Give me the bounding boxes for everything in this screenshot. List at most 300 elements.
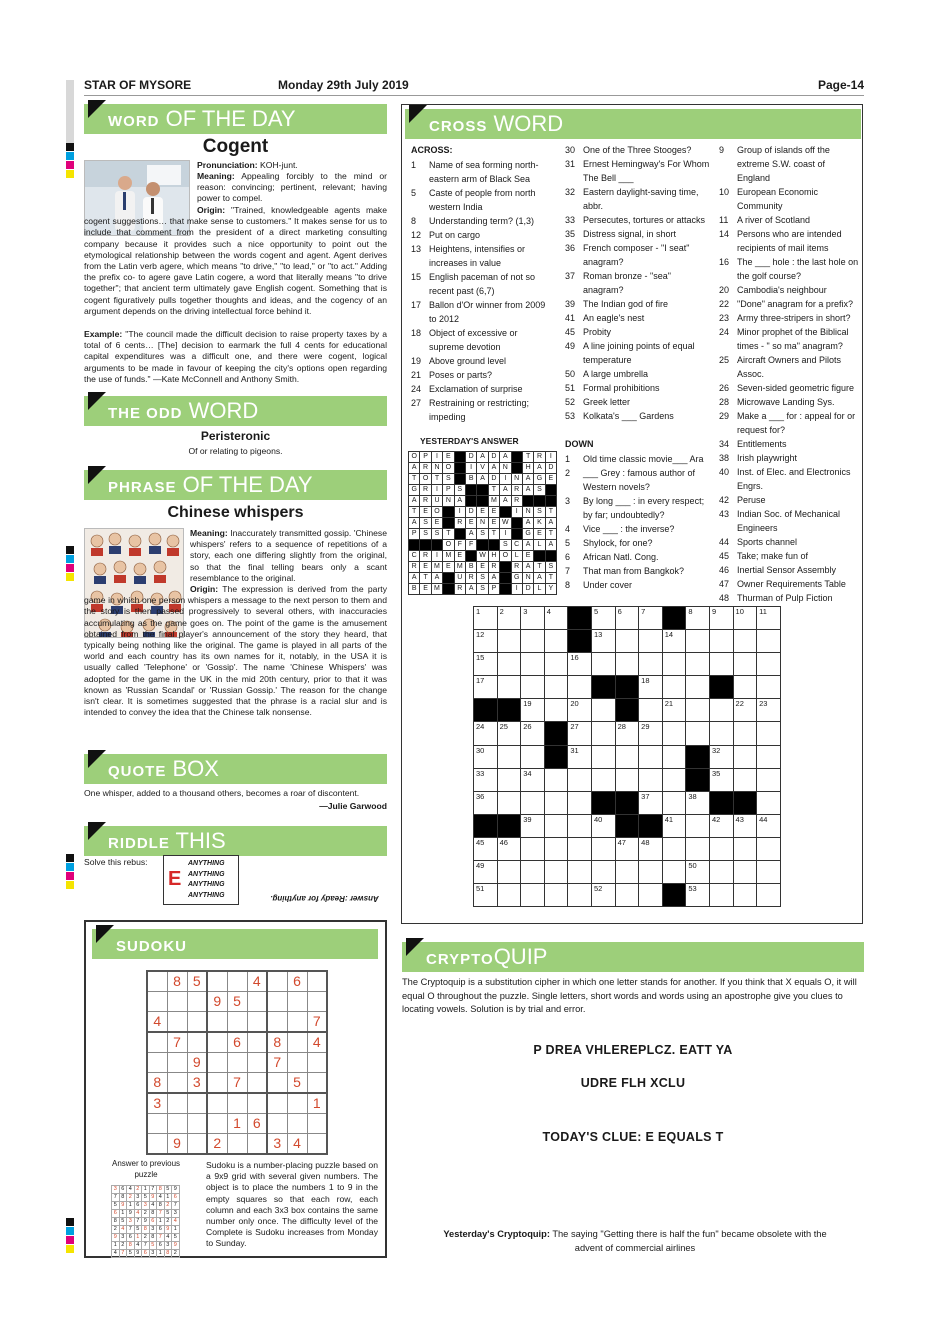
crossword-cell[interactable]: 45 (474, 837, 498, 860)
clue-text: Exclamation of surprise (429, 384, 523, 394)
crossword-cell[interactable] (591, 768, 615, 791)
crossword-cell[interactable] (709, 653, 733, 676)
crossword-cell[interactable] (591, 699, 615, 722)
answer-cell: H (522, 463, 533, 474)
black-square (686, 768, 710, 791)
sudoku-cell[interactable] (147, 971, 167, 992)
crossword-cell[interactable]: 49 (474, 861, 498, 884)
crossword-cell[interactable] (615, 861, 639, 884)
crossword-cell[interactable] (568, 884, 592, 907)
crossword-cell[interactable] (591, 745, 615, 768)
sudoku-cell[interactable]: 8 (147, 1073, 167, 1094)
crossword-cell[interactable] (568, 861, 592, 884)
crossword-cell[interactable]: 53 (686, 884, 710, 907)
crossword-cell[interactable] (709, 699, 733, 722)
crossword-cell[interactable] (686, 722, 710, 745)
sudoku-cell[interactable] (287, 1032, 307, 1053)
riddle-prompt: Solve this rebus: (84, 857, 148, 867)
crossword-cell[interactable] (757, 861, 781, 884)
crossword-cell[interactable]: 30 (474, 745, 498, 768)
crossword-cell[interactable] (757, 884, 781, 907)
sudoku-cell[interactable] (267, 971, 287, 992)
clue-item (411, 396, 553, 424)
across-heading: ACROSS: (411, 145, 453, 155)
answer-cell: W (477, 551, 488, 562)
clue-item (719, 451, 859, 465)
crossword-cell[interactable] (662, 861, 686, 884)
sudoku-cell[interactable]: 8 (167, 971, 187, 992)
sudoku-cell[interactable] (307, 992, 327, 1012)
answer-cell: A (500, 496, 511, 507)
crossword-cell[interactable]: 24 (474, 722, 498, 745)
clue-item (719, 143, 859, 185)
crossword-cell[interactable]: 32 (709, 745, 733, 768)
sudoku-cell[interactable] (167, 1093, 187, 1114)
sudoku-cell[interactable]: 1 (227, 1114, 247, 1134)
sudoku-cell[interactable] (207, 1012, 227, 1033)
clue-text: Formal prohibitions (583, 383, 660, 393)
answer-cell: 9 (149, 1194, 157, 1202)
sudoku-cell[interactable] (207, 971, 227, 992)
sudoku-cell[interactable] (247, 1032, 267, 1053)
crossword-cell[interactable]: 19 (521, 699, 545, 722)
crossword-cell[interactable]: 9 (709, 607, 733, 630)
sudoku-cell[interactable] (167, 1114, 187, 1134)
crossword-cell[interactable]: 43 (733, 814, 757, 837)
answer-cell: U (431, 496, 442, 507)
sudoku-cell[interactable] (227, 1134, 247, 1155)
answer-cell: I (465, 463, 476, 474)
crossword-cell[interactable]: 16 (568, 653, 592, 676)
crossword-cell[interactable]: 8 (686, 607, 710, 630)
black-square (477, 496, 488, 507)
clue-item (719, 381, 859, 395)
crossword-cell[interactable] (639, 884, 663, 907)
crossword-cell[interactable]: 10 (733, 607, 757, 630)
crossword-cell[interactable] (615, 884, 639, 907)
crossword-grid[interactable] (473, 606, 781, 907)
black-square (591, 791, 615, 814)
sudoku-cell[interactable] (167, 1073, 187, 1094)
answer-cell: R (465, 573, 476, 584)
crossword-cell[interactable]: 5 (591, 607, 615, 630)
crossword-cell[interactable] (639, 699, 663, 722)
crossword-cell[interactable] (757, 768, 781, 791)
sudoku-cell[interactable] (287, 992, 307, 1012)
clue-number: 36 (565, 243, 576, 253)
crossword-cell[interactable] (662, 837, 686, 860)
crossword-cell[interactable]: 17 (474, 676, 498, 699)
crossword-cell[interactable] (639, 861, 663, 884)
sudoku-cell[interactable]: 2 (207, 1134, 227, 1155)
crossword-cell[interactable] (544, 630, 568, 653)
sudoku-cell[interactable] (307, 1114, 327, 1134)
answer-cell: 4 (112, 1250, 120, 1258)
crossword-cell[interactable] (686, 837, 710, 860)
crossword-cell[interactable] (568, 676, 592, 699)
sudoku-cell[interactable] (267, 1012, 287, 1033)
crossword-cell[interactable] (521, 884, 545, 907)
sudoku-cell[interactable] (287, 1053, 307, 1073)
black-square (568, 630, 592, 653)
answer-cell: A (431, 573, 442, 584)
crossword-cell[interactable]: 28 (615, 722, 639, 745)
crossword-cell[interactable]: 25 (497, 722, 521, 745)
crossword-cell[interactable]: 46 (497, 837, 521, 860)
sudoku-cell[interactable] (147, 992, 167, 1012)
answer-cell: 9 (127, 1210, 135, 1218)
crossword-cell[interactable] (497, 884, 521, 907)
clue-number: 34 (719, 439, 730, 449)
answer-cell: 3 (172, 1210, 180, 1218)
sudoku-cell[interactable]: 4 (307, 1032, 327, 1053)
answer-cell: 7 (112, 1194, 120, 1202)
sudoku-cell[interactable] (247, 1012, 267, 1033)
crossword-cell[interactable]: 21 (662, 699, 686, 722)
word-of-day-origin: Origin: "Trained, knowledgeable agents make cogent suggestions… that make sense to customers." It makes sense for us to include that comment from the president of a direct marketing consulting company because it provides such a nice opportunity to point out the etymological relationship between the words cogent and agent. Agent derives from the Latin verb agere, which means "to drive," "to lead," or "to act." Adding the prefix co- to agere gave Latin cogere, a word that literally means "to drive together"; that ancient term ultimately gave English cogent. Something that is cogent figuratively pulls together thoughts and ideas, and the cogency of an argument depends on the driving intellectual force behind it. (84, 205, 387, 316)
crossword-cell[interactable] (757, 653, 781, 676)
crossword-cell[interactable] (497, 653, 521, 676)
crossword-cell[interactable] (521, 745, 545, 768)
sudoku-cell[interactable]: 6 (247, 1114, 267, 1134)
crossword-cell[interactable]: 1 (474, 607, 498, 630)
answer-cell: S (420, 529, 431, 540)
crossword-cell[interactable]: 12 (474, 630, 498, 653)
clue-text: Restraining or restricting; impeding (429, 398, 530, 422)
crossword-cell[interactable] (544, 861, 568, 884)
crossword-cell[interactable]: 4 (544, 607, 568, 630)
crossword-cell[interactable]: 3 (521, 607, 545, 630)
crossword-cell[interactable] (733, 630, 757, 653)
sudoku-cell[interactable] (247, 1053, 267, 1073)
crossword-cell[interactable] (709, 837, 733, 860)
sudoku-cell[interactable] (187, 1093, 207, 1114)
crossword-cell[interactable] (521, 653, 545, 676)
sudoku-cell[interactable] (267, 1093, 287, 1114)
crossword-cell[interactable] (544, 791, 568, 814)
crossword-cell[interactable] (521, 791, 545, 814)
sudoku-cell[interactable] (287, 1093, 307, 1114)
clue-number: 6 (565, 552, 571, 562)
crossword-cell[interactable] (544, 768, 568, 791)
sudoku-cell[interactable]: 1 (307, 1093, 327, 1114)
crossword-cell[interactable]: 48 (639, 837, 663, 860)
crossword-cell[interactable]: 37 (639, 791, 663, 814)
sudoku-grid[interactable] (146, 970, 328, 1155)
crossword-cell[interactable]: 7 (639, 607, 663, 630)
clue-item (565, 339, 710, 367)
sudoku-cell[interactable]: 9 (207, 992, 227, 1012)
sudoku-cell[interactable]: 4 (147, 1012, 167, 1033)
sudoku-cell[interactable]: 6 (287, 971, 307, 992)
sudoku-cell[interactable] (167, 1053, 187, 1073)
black-square (639, 814, 663, 837)
answer-cell: 3 (134, 1194, 142, 1202)
sudoku-cell[interactable] (247, 1093, 267, 1114)
sudoku-cell[interactable] (307, 971, 327, 992)
sudoku-cell[interactable] (187, 1012, 207, 1033)
crossword-cell[interactable] (497, 676, 521, 699)
sudoku-cell[interactable]: 5 (187, 971, 207, 992)
page-header (84, 76, 864, 96)
crossword-cell[interactable]: 35 (709, 768, 733, 791)
crossword-cell[interactable] (662, 676, 686, 699)
crossword-cell[interactable] (662, 745, 686, 768)
sudoku-cell[interactable] (267, 992, 287, 1012)
sudoku-cell[interactable] (227, 1093, 247, 1114)
black-square (544, 745, 568, 768)
black-square (522, 496, 533, 507)
crossword-cell[interactable] (686, 653, 710, 676)
crossword-cell[interactable] (497, 861, 521, 884)
sudoku-cell[interactable]: 6 (227, 1032, 247, 1053)
crossword-cell[interactable] (544, 653, 568, 676)
crossword-cell[interactable]: 51 (474, 884, 498, 907)
crossword-cell[interactable]: 22 (733, 699, 757, 722)
clue-text: Old time classic movie___ Ara (583, 454, 704, 464)
crossword-cell[interactable] (757, 630, 781, 653)
sudoku-cell[interactable] (287, 1012, 307, 1033)
crossword-cell[interactable] (709, 884, 733, 907)
crossword-cell[interactable] (544, 884, 568, 907)
sudoku-cell[interactable] (267, 1114, 287, 1134)
crossword-cell[interactable] (686, 699, 710, 722)
crossword-cell[interactable] (568, 791, 592, 814)
crossword-cell[interactable] (615, 745, 639, 768)
clue-number: 51 (565, 383, 576, 393)
crossword-cell[interactable]: 29 (639, 722, 663, 745)
crossword-cell[interactable] (568, 814, 592, 837)
crossword-cell[interactable] (757, 745, 781, 768)
clue-item (565, 395, 710, 409)
crossword-cell[interactable] (686, 676, 710, 699)
clue-item (565, 297, 710, 311)
crossword-cell[interactable]: 36 (474, 791, 498, 814)
sudoku-cell[interactable]: 4 (247, 971, 267, 992)
sudoku-cell[interactable] (207, 1073, 227, 1094)
answer-cell: N (511, 474, 522, 485)
sudoku-cell[interactable] (187, 1134, 207, 1155)
crossword-cell[interactable] (639, 653, 663, 676)
answer-cell: A (488, 573, 499, 584)
sudoku-cell[interactable] (187, 992, 207, 1012)
sudoku-answer-label: Answer to previous puzzle (111, 1159, 181, 1179)
clue-text: Entitlements (737, 439, 787, 449)
sudoku-cell[interactable] (187, 1114, 207, 1134)
crossword-cell[interactable]: 23 (757, 699, 781, 722)
crossword-cell[interactable] (497, 791, 521, 814)
crossword-cell[interactable] (733, 884, 757, 907)
answer-cell: 4 (157, 1194, 165, 1202)
crossword-cell[interactable]: 50 (686, 861, 710, 884)
crossword-cell[interactable]: 27 (568, 722, 592, 745)
sudoku-cell[interactable] (307, 1073, 327, 1094)
crossword-cell[interactable] (497, 630, 521, 653)
answer-cell: 7 (149, 1186, 157, 1194)
answer-cell: S (420, 518, 431, 529)
crossword-cell[interactable] (615, 768, 639, 791)
crossword-cell[interactable]: 11 (757, 607, 781, 630)
crossword-cell[interactable] (591, 722, 615, 745)
answer-cell: E (420, 507, 431, 518)
sudoku-cell[interactable]: 4 (287, 1134, 307, 1155)
clue-text: Thurman of Pulp Fiction (737, 593, 833, 603)
sudoku-cell[interactable]: 7 (167, 1032, 187, 1053)
crossword-cell[interactable] (733, 676, 757, 699)
sudoku-cell[interactable]: 3 (267, 1134, 287, 1155)
crossword-cell[interactable] (615, 630, 639, 653)
answer-cell: D (465, 507, 476, 518)
clue-text: That man from Bangkok? (583, 566, 685, 576)
sudoku-cell[interactable] (187, 1032, 207, 1053)
sudoku-cell[interactable] (307, 1053, 327, 1073)
crossword-cell[interactable] (686, 630, 710, 653)
sudoku-cell[interactable] (147, 1114, 167, 1134)
answer-cell: 3 (112, 1186, 120, 1194)
sudoku-cell[interactable]: 3 (147, 1093, 167, 1114)
answer-cell: Y (545, 584, 556, 595)
clue-item (411, 368, 553, 382)
answer-cell: 2 (164, 1218, 172, 1226)
sudoku-cell[interactable] (207, 1032, 227, 1053)
crossword-cell[interactable] (591, 837, 615, 860)
sudoku-cell[interactable] (207, 1093, 227, 1114)
yesterday-cryptoquip: Yesterday's Cryptoquip: The saying "Getting there is half the fun" became obsolete with the advent of commercial airlines (443, 1229, 827, 1253)
clue-item (565, 185, 710, 213)
crossword-cell[interactable]: 31 (568, 745, 592, 768)
sudoku-cell[interactable] (307, 1134, 327, 1155)
crossword-cell[interactable] (591, 861, 615, 884)
crossword-cell[interactable] (497, 745, 521, 768)
sudoku-cell[interactable]: 9 (167, 1134, 187, 1155)
crossword-cell[interactable] (497, 768, 521, 791)
crossword-cell[interactable] (544, 699, 568, 722)
answer-cell: E (443, 562, 454, 573)
crossword-cell[interactable] (733, 837, 757, 860)
sudoku-cell[interactable]: 9 (187, 1053, 207, 1073)
crossword-cell[interactable] (662, 768, 686, 791)
sudoku-cell[interactable] (267, 1073, 287, 1094)
crossword-cell[interactable]: 41 (662, 814, 686, 837)
crossword-cell[interactable] (709, 861, 733, 884)
crossword-cell[interactable]: 6 (615, 607, 639, 630)
crossword-cell[interactable] (544, 814, 568, 837)
crossword-cell[interactable] (639, 768, 663, 791)
crossword-cell[interactable]: 20 (568, 699, 592, 722)
sudoku-cell[interactable] (227, 971, 247, 992)
answer-cell: S (477, 584, 488, 595)
crossword-cell[interactable] (591, 653, 615, 676)
sudoku-cell[interactable]: 5 (227, 992, 247, 1012)
crossword-cell[interactable] (662, 791, 686, 814)
crossword-cell[interactable] (709, 722, 733, 745)
crossword-cell[interactable] (733, 653, 757, 676)
sudoku-cell[interactable]: 7 (267, 1053, 287, 1073)
crossword-cell[interactable] (709, 630, 733, 653)
quote-author: —Julie Garwood (319, 801, 387, 811)
sudoku-cell[interactable] (207, 1053, 227, 1073)
crossword-cell[interactable]: 33 (474, 768, 498, 791)
crossword-cell[interactable]: 34 (521, 768, 545, 791)
crossword-cell[interactable] (544, 837, 568, 860)
crossword-cell[interactable]: 2 (497, 607, 521, 630)
sudoku-cell[interactable] (207, 1114, 227, 1134)
crossword-cell[interactable]: 40 (591, 814, 615, 837)
crossword-cell[interactable]: 14 (662, 630, 686, 653)
crossword-cell[interactable] (733, 722, 757, 745)
black-square (474, 699, 498, 722)
crossword-cell[interactable] (521, 676, 545, 699)
crossword-cell[interactable]: 13 (591, 630, 615, 653)
crossword-cell[interactable]: 47 (615, 837, 639, 860)
crossword-cell[interactable] (662, 722, 686, 745)
crossword-cell[interactable] (733, 861, 757, 884)
sudoku-cell[interactable]: 5 (287, 1073, 307, 1094)
crossword-cell[interactable] (686, 814, 710, 837)
sudoku-cell[interactable] (247, 1134, 267, 1155)
crossword-cell[interactable] (568, 768, 592, 791)
crossword-cell[interactable] (662, 653, 686, 676)
crossword-cell[interactable]: 39 (521, 814, 545, 837)
crossword-cell[interactable] (733, 768, 757, 791)
sudoku-cell[interactable] (167, 992, 187, 1012)
sudoku-cell[interactable] (147, 1053, 167, 1073)
crossword-cell[interactable]: 18 (639, 676, 663, 699)
sudoku-cell[interactable] (287, 1114, 307, 1134)
sudoku-cell[interactable] (147, 1134, 167, 1155)
crossword-cell[interactable] (639, 745, 663, 768)
crossword-cell[interactable] (521, 861, 545, 884)
sudoku-cell[interactable] (247, 1073, 267, 1094)
crossword-cell[interactable] (757, 676, 781, 699)
clue-number: 5 (411, 188, 417, 198)
black-square (500, 584, 511, 595)
answer-cell: A (465, 529, 476, 540)
sudoku-cell[interactable] (167, 1012, 187, 1033)
crossword-cell[interactable] (757, 837, 781, 860)
sudoku-cell[interactable] (227, 1012, 247, 1033)
sudoku-cell[interactable]: 8 (267, 1032, 287, 1053)
sudoku-cell[interactable] (247, 992, 267, 1012)
crossword-cell[interactable] (757, 791, 781, 814)
crossword-cell[interactable] (733, 745, 757, 768)
crossword-cell[interactable] (568, 837, 592, 860)
crossword-cell[interactable] (544, 676, 568, 699)
crossword-cell[interactable] (521, 630, 545, 653)
clue-text: Above ground level (429, 356, 507, 366)
crossword-cell[interactable] (615, 653, 639, 676)
crossword-cell[interactable]: 38 (686, 791, 710, 814)
sudoku-cell[interactable]: 3 (187, 1073, 207, 1094)
crossword-cell[interactable]: 52 (591, 884, 615, 907)
answer-cell: 7 (172, 1202, 180, 1210)
black-square (709, 791, 733, 814)
crossword-cell[interactable]: 42 (709, 814, 733, 837)
crossword-cell[interactable] (639, 630, 663, 653)
crossword-cell[interactable]: 26 (521, 722, 545, 745)
crossword-cell[interactable]: 44 (757, 814, 781, 837)
crossword-cell[interactable]: 15 (474, 653, 498, 676)
crossword-cell[interactable] (757, 722, 781, 745)
crossword-cell[interactable] (521, 837, 545, 860)
answer-cell: 9 (164, 1226, 172, 1234)
answer-cell: 3 (119, 1234, 127, 1242)
answer-cell: 1 (134, 1234, 142, 1242)
sudoku-cell[interactable]: 7 (307, 1012, 327, 1033)
sudoku-cell[interactable]: 7 (227, 1073, 247, 1094)
sudoku-cell[interactable] (147, 1032, 167, 1053)
sudoku-cell[interactable] (227, 1053, 247, 1073)
